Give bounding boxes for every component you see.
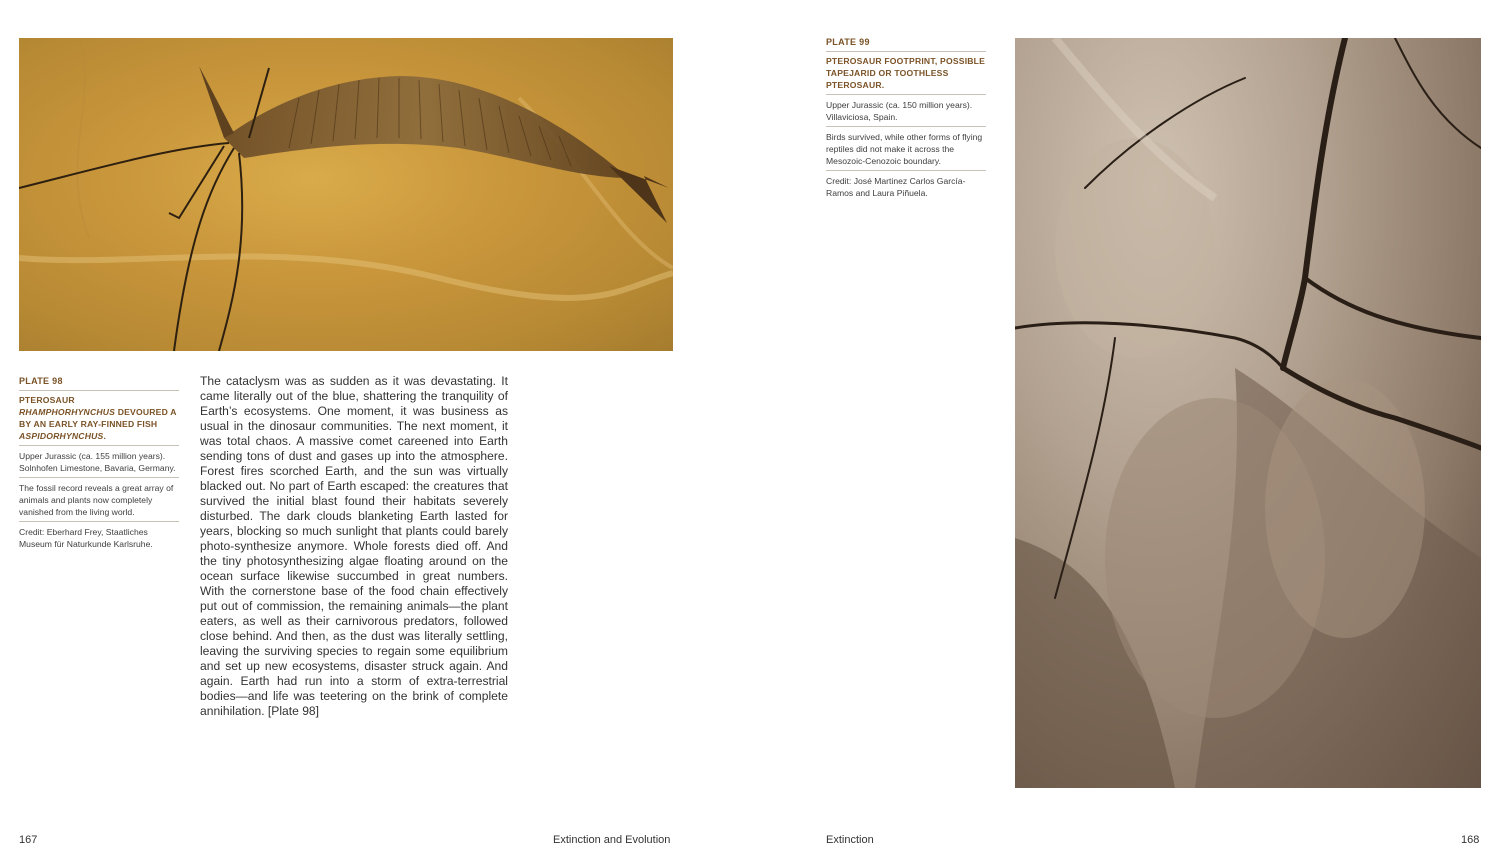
running-head-left: Extinction and Evolution — [553, 834, 671, 846]
plate-99-label: PLATE 99 — [826, 36, 986, 52]
plate-98-description: The fossil record reveals a great array of animals and plants now completely vanished from the living world. — [19, 482, 179, 522]
plate-98-title-prefix: PTEROSAUR — [19, 395, 75, 405]
plate-99-photo — [1015, 38, 1481, 788]
plate-99-credit: Credit: José Martinez Carlos García-Ramos and Laura Piñuela. — [826, 176, 966, 198]
plate-98-credit: Credit: Eberhard Frey, Staatliches Museum für Naturkunde Karlsruhe. — [19, 527, 153, 549]
plate-98-location: Upper Jurassic (ca. 155 million years). Solnhofen Limestone, Bavaria, Germany. — [19, 450, 179, 478]
plate-98-label: PLATE 98 — [19, 375, 179, 391]
body-text: The cataclysm was as sudden as it was devastating. It came literally out of the blue, shattering the tranquility of Earth’s ecosystems. One moment, it was business as usual in the dinosaur communities. The next moment, it was total chaos. A massive comet careened into Earth sending tons of dust and gases up into the atmosphere. Forest fires scorched Earth, and the sun was virtually blacked out. No part of Earth escaped: the creatures that survived the initial blast found their habitats severely disturbed. The dark clouds blanketing Earth lasted for years, blocking so much sunlight that plants could barely photo-synthesize anymore. Whole forests died off. And the tiny photosynthesizing algae floating around on the ocean surface likewise succumbed in great numbers. With the cornerstone base of the food chain effectively put out of commission, the remaining animals—the plant eaters, as well as their carnivorous predators, followed close behind. And then, as the dust was literally settling, leaving the surviving species to regain some equilibrium and set up new ecosystems, disaster struck again. And again. Earth had run into a storm of extra-terrestrial bodies—and life was teetering on the brink of complete annihilation. [Plate 98] — [200, 374, 508, 718]
plate-98-title-genus-1: RHAMPHORHYNCHUS — [19, 407, 116, 417]
plate-99-location: Upper Jurassic (ca. 150 million years). Villaviciosa, Spain. — [826, 99, 986, 127]
plate-98-title-mid: DEVOURED A BY AN EARLY RAY-FINNED FISH — [19, 407, 177, 429]
page-number-right: 168 — [1461, 834, 1480, 846]
plate-98-title-genus-2: ASPIDORHYNCHUS — [19, 431, 104, 441]
plate-98-title-suffix: . — [103, 431, 107, 441]
plate-98-title — [19, 394, 179, 446]
page-number-left: 167 — [19, 834, 38, 846]
plate-99-description: Birds survived, while other forms of flying reptiles did not make it across the Mesozoic-Cenozoic boundary. — [826, 131, 986, 171]
plate-99-caption — [826, 36, 986, 206]
running-head-right: Extinction — [826, 834, 874, 846]
plate-98-photo — [19, 38, 673, 351]
plate-98-caption — [19, 375, 179, 557]
plate-99-title: PTEROSAUR FOOTPRINT, POSSIBLE TAPEJARID OR TOOTHLESS PTEROSAUR. — [826, 55, 986, 95]
